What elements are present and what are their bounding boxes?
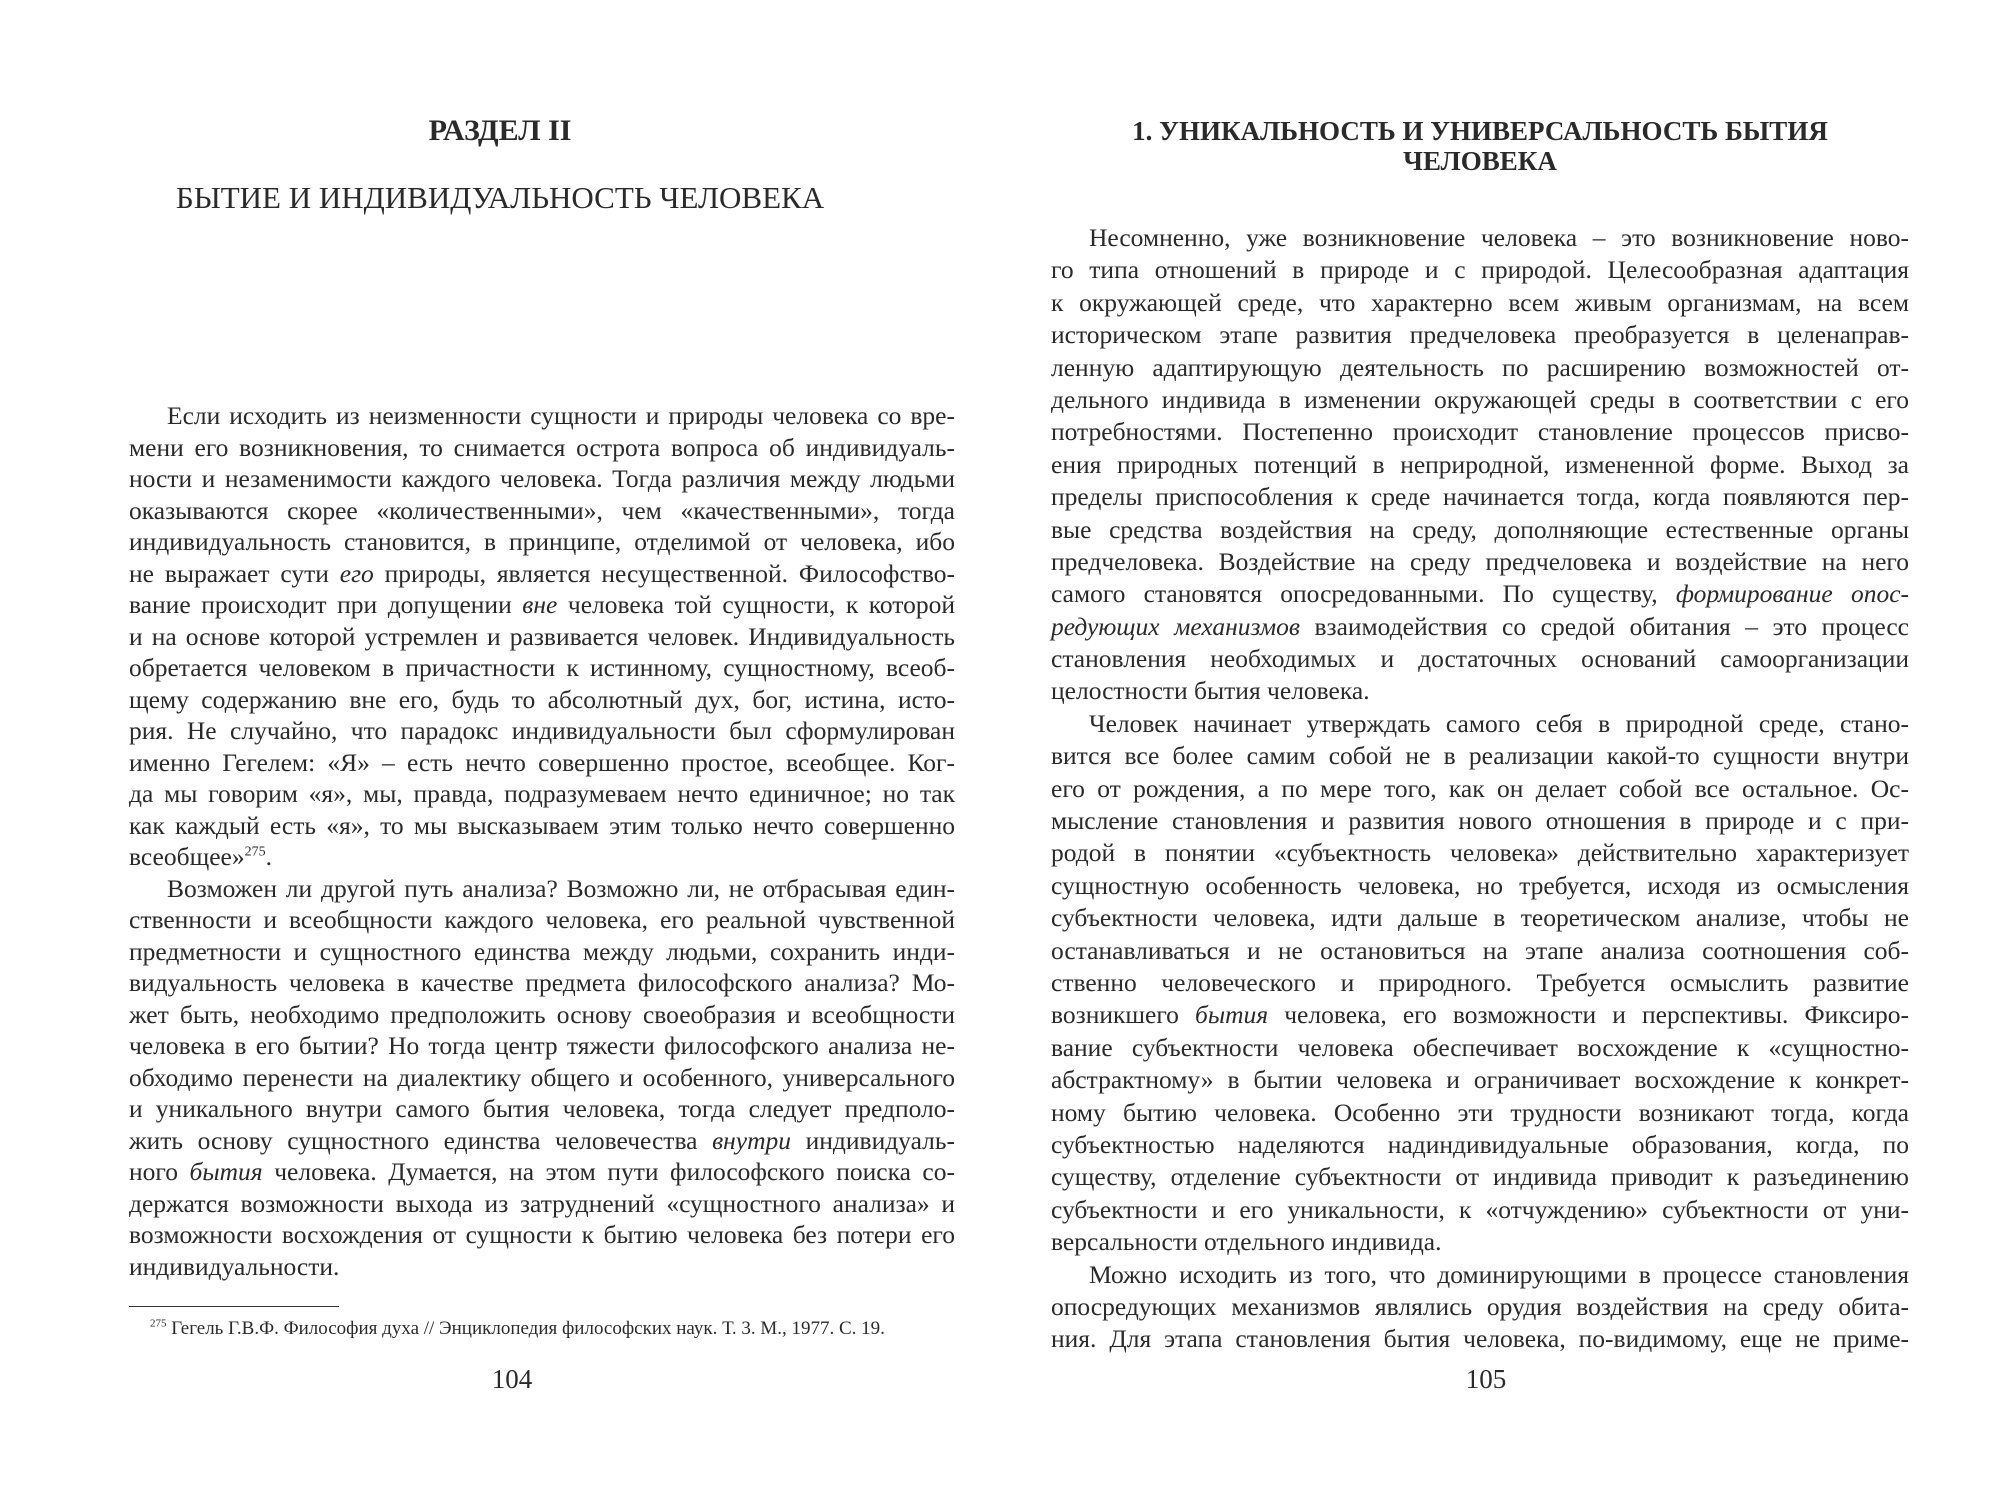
text-line bbox=[1051, 611, 1909, 643]
text-line bbox=[1051, 999, 1909, 1031]
text-line bbox=[1051, 675, 1909, 707]
text-run: мени его возникновения, то снимается острота вопроса об индивидуаль- bbox=[129, 432, 955, 462]
text-run: ния. Для этапа становления бытия человека, по-видимому, еще не приме- bbox=[1051, 1324, 1909, 1354]
paragraph bbox=[1051, 1259, 1909, 1356]
text-run: ленную адаптирующую деятельность по расширению возможностей от- bbox=[1051, 352, 1909, 382]
text-run: оказываются скорее «количественными», чем «качественными», тогда bbox=[129, 495, 955, 525]
text-line bbox=[1051, 1291, 1909, 1323]
text-run: видуальность человека в качестве предмета философского анализа? Мо- bbox=[129, 968, 955, 997]
text-run: становления необходимых и достаточных оснований самоорганизации bbox=[1051, 644, 1909, 674]
italic-text-run: бытия bbox=[189, 1157, 263, 1186]
text-line bbox=[129, 1093, 955, 1125]
text-run: абстрактному» в бытии человека и ограничивает восхождение к конкрет- bbox=[1051, 1065, 1909, 1095]
text-line bbox=[1051, 1259, 1909, 1291]
text-line bbox=[129, 1030, 955, 1062]
text-line bbox=[129, 400, 955, 432]
text-line bbox=[129, 526, 955, 558]
text-run: и на основе которой устремлен и развивается человек. Индивидуальность bbox=[129, 621, 955, 651]
text-run: ности и незаменимости каждого человека. Тогда различия между людьми bbox=[129, 464, 955, 493]
text-run: всеобщее» bbox=[129, 842, 245, 871]
page-number: 105 bbox=[1465, 1364, 1507, 1394]
text-line bbox=[1051, 514, 1909, 546]
text-line bbox=[1051, 222, 1909, 254]
text-run: именно Гегелем: «Я» – есть нечто совершенно простое, всеобщее. Ког- bbox=[129, 747, 955, 777]
text-run: сущностную особенность человека, но требуется, исходя из осмысления bbox=[1051, 870, 1909, 900]
text-run: предметности и сущностного единства между людьми, сохранить инди- bbox=[129, 936, 955, 966]
chapter-title-line1: 1. УНИКАЛЬНОСТЬ И УНИВЕРСАЛЬНОСТЬ БЫТИЯ bbox=[1132, 116, 1828, 146]
text-run: рия. Не случайно, что парадокс индивидуальности был сформулирован bbox=[129, 716, 955, 745]
paragraph bbox=[129, 873, 955, 1283]
text-run: Человек начинает утверждать самого себя в природной среде, стано- bbox=[1089, 708, 1909, 738]
text-run: потребностями. Постепенно происходит становление процессов присво- bbox=[1051, 417, 1909, 447]
text-line bbox=[1051, 773, 1909, 805]
text-line bbox=[129, 432, 955, 464]
text-run: самого становятся опосредованными. По существу, bbox=[1051, 579, 1676, 609]
text-line bbox=[1051, 449, 1909, 481]
text-line bbox=[129, 621, 955, 653]
text-run: жить основу сущностного единства человечества bbox=[129, 1125, 713, 1155]
text-line bbox=[1051, 254, 1909, 286]
text-line bbox=[1051, 643, 1909, 675]
text-run: щему содержанию вне его, будь то абсолютный дух, бог, истина, исто- bbox=[129, 684, 955, 714]
text-run: субъектности человека, идти дальше в теоретическом анализе, чтобы не bbox=[1051, 903, 1909, 933]
text-line bbox=[1051, 1194, 1909, 1226]
text-line bbox=[1051, 1097, 1909, 1129]
text-run: родой в понятии «субъектность человека» действительно характеризует bbox=[1051, 838, 1909, 868]
text-run: вые средства воздействия на среду, дополняющие естественные органы bbox=[1051, 514, 1909, 544]
text-line bbox=[129, 1188, 955, 1220]
text-run: Возможен ли другой путь анализа? Возможно ли, не отбрасывая един- bbox=[167, 873, 955, 903]
text-line bbox=[1051, 319, 1909, 351]
text-line bbox=[129, 463, 955, 495]
text-line bbox=[129, 652, 955, 684]
text-line bbox=[129, 778, 955, 810]
text-line bbox=[1051, 1161, 1909, 1193]
text-line bbox=[129, 1156, 955, 1188]
text-run: мысление становления и развития нового отношения в природе и с при- bbox=[1051, 806, 1909, 836]
text-line bbox=[129, 873, 955, 905]
text-run: версальности отдельного индивида. bbox=[1051, 1227, 1442, 1257]
text-run: да мы говорим «я», мы, правда, подразумеваем нечто единичное; но так bbox=[129, 779, 955, 808]
text-run: обретается человеком в причастности к истинному, сущностному, всеоб- bbox=[129, 653, 955, 682]
text-run: ственности и всеобщности каждого человека, его реальной чувственной bbox=[129, 905, 955, 934]
text-run: его от рождения, а по мере того, как он делает собой все остальное. Ос- bbox=[1051, 773, 1909, 803]
footnote-number: 275 bbox=[150, 1317, 167, 1330]
section-label: РАЗДЕЛ II bbox=[428, 114, 572, 147]
text-line bbox=[129, 684, 955, 716]
text-run: целостности бытия человека. bbox=[1051, 676, 1370, 706]
text-run: предчеловека. Воздействие на среду предчеловека и воздействие на него bbox=[1051, 546, 1909, 576]
text-line bbox=[1051, 578, 1909, 610]
text-line bbox=[129, 589, 955, 621]
text-line bbox=[1051, 416, 1909, 448]
text-line bbox=[1051, 1323, 1909, 1355]
text-run: возможности восхождения от сущности к бытию человека без потери его bbox=[129, 1220, 955, 1249]
text-line bbox=[129, 1219, 955, 1251]
text-line bbox=[129, 936, 955, 968]
text-line bbox=[1051, 1032, 1909, 1064]
text-line bbox=[1051, 837, 1909, 869]
text-run: и уникального внутри самого бытия человека, тогда следует предполо- bbox=[129, 1094, 955, 1123]
text-line bbox=[1051, 546, 1909, 578]
text-line bbox=[129, 558, 955, 590]
text-run: вится все более самим собой не в реализации какой-то сущности внутри bbox=[1051, 741, 1909, 771]
text-run: природы, является несущественной. Философство- bbox=[373, 558, 955, 588]
text-run: обходимо перенести на диалектику общего и особенного, универсального bbox=[129, 1062, 955, 1092]
page-number: 104 bbox=[491, 1364, 533, 1394]
text-line bbox=[129, 810, 955, 842]
text-run: человека той сущности, к которой bbox=[557, 590, 955, 619]
text-run: Если исходить из неизменности сущности и природы человека со вре- bbox=[167, 401, 955, 430]
text-run: опосредующих механизмов являлись орудия воздействия на среду обита- bbox=[1051, 1291, 1909, 1321]
paragraph bbox=[1051, 708, 1909, 1259]
text-run: вание происходит при допущении bbox=[129, 590, 523, 619]
text-line bbox=[129, 841, 955, 873]
text-line bbox=[129, 1125, 955, 1157]
footnote bbox=[150, 1318, 885, 1340]
text-line bbox=[129, 715, 955, 747]
right-page-105 bbox=[1000, 0, 2000, 1495]
text-line bbox=[129, 1251, 955, 1283]
text-line bbox=[1051, 805, 1909, 837]
italic-text-run: его bbox=[339, 558, 374, 588]
text-run: ному бытию человека. Особенно эти трудности возникают тогда, когда bbox=[1051, 1097, 1909, 1127]
text-run: Несомненно, уже возникновение человека – это возникновение ново- bbox=[1089, 223, 1909, 252]
text-run: вание субъектности человека обеспечивает восхождение к «сущностно- bbox=[1051, 1032, 1909, 1062]
text-run: останавливаться и не остановиться на этапе анализа соотношения соб- bbox=[1051, 935, 1909, 965]
text-run: пределы приспособления к среде начинается тогда, когда появляются пер- bbox=[1051, 482, 1909, 512]
text-run: дельного индивида в изменении окружающей среды в соответствии с его bbox=[1051, 384, 1909, 414]
text-run: человека, его возможности и перспективы. Фиксиро- bbox=[1268, 1000, 1909, 1030]
text-line bbox=[1051, 870, 1909, 902]
text-run: . bbox=[265, 842, 272, 871]
section-title: БЫТИЕ И ИНДИВИДУАЛЬНОСТЬ ЧЕЛОВЕКА bbox=[175, 180, 825, 215]
paragraph bbox=[1051, 222, 1909, 708]
text-run: к окружающей среде, что характерно всем живым организмам, на всем bbox=[1051, 287, 1909, 317]
text-run: субъектностью наделяются надиндивидуальные образования, когда, по bbox=[1051, 1129, 1909, 1159]
text-line bbox=[129, 747, 955, 779]
text-run: Можно исходить из того, что доминирующими в процессе становления bbox=[1089, 1259, 1909, 1289]
italic-text-run: редующих механизмов bbox=[1051, 611, 1300, 641]
text-run: ного bbox=[129, 1157, 190, 1186]
text-run: жет быть, необходимо предположить основу своеобразия и всеобщности bbox=[129, 999, 955, 1029]
text-run: не выражает сути bbox=[129, 558, 340, 588]
text-run: возникшего bbox=[1051, 1000, 1195, 1030]
text-run: историческом этапе развития предчеловека преобразуется в целенаправ- bbox=[1051, 320, 1909, 350]
text-run: субъектности и его уникальности, к «отчуждению» субъектности от уни- bbox=[1051, 1194, 1909, 1224]
text-run: ения природных потенций в неприродной, измененной форме. Выход за bbox=[1051, 449, 1909, 479]
text-run: человека. Думается, на этом пути философского поиска со- bbox=[262, 1157, 955, 1186]
text-line bbox=[1051, 708, 1909, 740]
text-run: индивидуаль- bbox=[791, 1125, 955, 1155]
text-run: ственно человеческого и природного. Требуется осмыслить развитие bbox=[1051, 967, 1909, 997]
text-line bbox=[1051, 740, 1909, 772]
italic-text-run: вне bbox=[522, 590, 558, 619]
text-run: человека в его бытии? Но тогда центр тяжести философского анализа не- bbox=[129, 1031, 955, 1060]
chapter-title-line2: ЧЕЛОВЕКА bbox=[1403, 146, 1557, 176]
text-line bbox=[1051, 1226, 1909, 1258]
text-run: го типа отношений в природе и с природой. Целесообразная адаптация bbox=[1051, 255, 1909, 285]
text-line bbox=[1051, 1129, 1909, 1161]
right-body-text bbox=[1051, 222, 1909, 1356]
text-line bbox=[129, 1062, 955, 1094]
text-line bbox=[129, 999, 955, 1031]
italic-text-run: формирование опос- bbox=[1675, 579, 1909, 609]
text-line bbox=[1051, 902, 1909, 934]
italic-text-run: бытия bbox=[1195, 1000, 1269, 1030]
text-line bbox=[1051, 967, 1909, 999]
italic-text-run: внутри bbox=[712, 1125, 792, 1155]
footnote-divider bbox=[129, 1306, 339, 1307]
text-line bbox=[1051, 481, 1909, 513]
text-run: существу, отделение субъектности от индивида приводит к разъединению bbox=[1051, 1162, 1909, 1192]
text-line bbox=[129, 904, 955, 936]
text-run: взаимодействия со средой обитания – это процесс bbox=[1299, 611, 1909, 641]
text-line bbox=[1051, 352, 1909, 384]
text-line bbox=[1051, 384, 1909, 416]
text-line bbox=[1051, 935, 1909, 967]
footnote-reference: 275 bbox=[244, 844, 266, 860]
left-body-text bbox=[129, 400, 955, 1282]
footnote-text: Гегель Г.В.Ф. Философия духа // Энциклопедия философских наук. Т. 3. М., 1977. С. 19. bbox=[171, 1318, 885, 1339]
text-run: держатся возможности выхода из затруднений «сущностного анализа» и bbox=[129, 1188, 955, 1218]
text-line bbox=[1051, 287, 1909, 319]
text-run: индивидуальности. bbox=[129, 1251, 340, 1281]
text-line bbox=[129, 495, 955, 527]
text-line bbox=[129, 967, 955, 999]
text-run: как каждый есть «я», то мы высказываем этим только нечто совершенно bbox=[129, 810, 955, 840]
paragraph bbox=[129, 400, 955, 873]
text-run: индивидуальность становится, в принципе, отделимой от человека, ибо bbox=[129, 527, 955, 556]
text-line bbox=[1051, 1064, 1909, 1096]
